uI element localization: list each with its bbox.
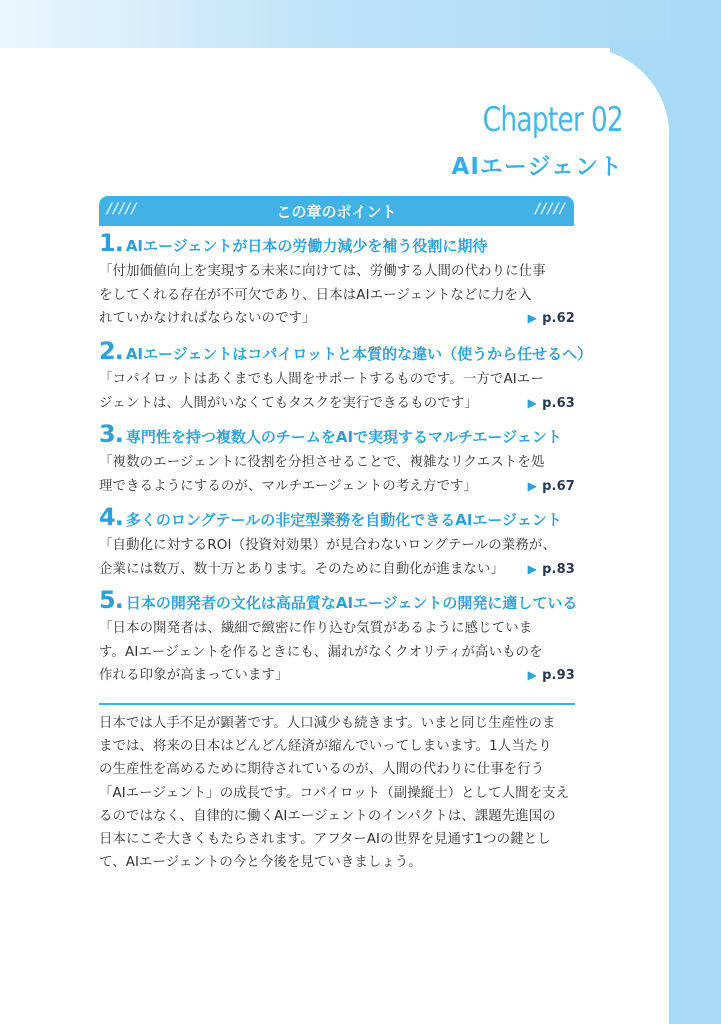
point-title: AIエージェントが日本の労働力減少を補う役割に期待 <box>125 237 488 255</box>
quote-line: ジェントは、人間がいなくてもタスクを実行できるものです」 <box>99 395 478 411</box>
points-header-title: この章のポイント <box>276 203 397 221</box>
page-number: p.93 <box>542 668 575 683</box>
page-number: p.67 <box>542 478 575 494</box>
triangle-right-icon: ▶ <box>527 668 538 682</box>
point-quote <box>99 534 575 581</box>
point-quote <box>99 260 575 331</box>
quote-line: 理できるようにするのが、マルチエージェントの考え方です」 <box>99 478 478 494</box>
quote-line: 「コパイロットはあくまでも人間をサポートするものです。一方でAIエー <box>99 372 544 387</box>
point-heading <box>99 229 575 257</box>
page-reference <box>522 392 575 416</box>
chapter-label: Chapter 02 <box>482 100 623 140</box>
triangle-right-icon: ▶ <box>527 561 538 576</box>
quote-line: 作れる印象が高まっています」 <box>99 668 289 683</box>
points-header <box>99 196 574 226</box>
stripe-decoration-left: ///// <box>107 201 138 217</box>
summary-line: 「AIエージェント」の成長です。コパイロット（副操縦士）として人間を支え <box>99 785 570 801</box>
point-quote <box>99 451 575 498</box>
triangle-right-icon: ▶ <box>527 311 538 325</box>
page-reference <box>522 475 575 499</box>
summary-line: て、AIエージェントの今と今後を見ていきましょう。 <box>99 855 422 871</box>
quote-line: をしてくれる存在が不可欠であり、日本はAIエージェントなどに力を入 <box>99 287 532 303</box>
point-title: AIエージェントはコパイロットと本質的な違い（使うから任せるへ） <box>125 345 593 363</box>
quote-line: す。AIエージェントを作るときにも、漏れがなくクオリティが高いものを <box>99 644 543 660</box>
point-quote <box>99 368 575 415</box>
point-item-5 <box>99 586 578 688</box>
point-title: 専門性を持つ複数人のチームをAIで実現するマルチエージェント <box>125 428 562 446</box>
quote-line: 「自動化に対するROI（投資対効果）が見合わないロングテールの業務が、 <box>99 538 557 553</box>
point-heading <box>99 420 575 448</box>
summary-line: 日本にこそ大きくもたらされます。アフターAIの世界を見通す1つの鍵とし <box>99 832 551 848</box>
point-title: 日本の開発者の文化は高品質なAIエージェントの開発に適している <box>125 594 578 612</box>
triangle-right-icon: ▶ <box>527 478 538 493</box>
point-number: 4. <box>99 503 123 531</box>
summary-line: るのではなく、自律的に働くAIエージェントのインパクトは、課題先進国の <box>99 808 556 824</box>
point-item-4 <box>99 503 575 581</box>
point-item-1 <box>99 229 575 331</box>
quote-line: れていかなければならないのです」 <box>99 311 316 326</box>
page-number: p.63 <box>542 395 575 411</box>
point-heading <box>99 586 578 614</box>
point-number: 5. <box>99 586 123 614</box>
summary-line: 日本では人手不足が顕著です。人口減少も続きます。いまと同じ生産性のま <box>99 716 556 731</box>
point-quote <box>99 617 575 688</box>
page-reference <box>522 307 575 331</box>
summary-paragraph <box>99 712 577 874</box>
point-item-3 <box>99 420 575 498</box>
triangle-right-icon: ▶ <box>527 395 538 410</box>
point-number: 1. <box>99 229 123 257</box>
page-reference <box>522 664 575 688</box>
quote-line: 「複数のエージェントに役割を分担させることで、複雑なリクエストを処 <box>99 455 545 470</box>
stripe-decoration-right: ///// <box>535 201 566 217</box>
page-reference <box>522 558 575 582</box>
point-heading <box>99 503 575 531</box>
page-number: p.62 <box>542 311 575 326</box>
point-item-2 <box>99 337 593 415</box>
summary-line: までは、将来の日本はどんどん経済が縮んでいってしまいます。1人当たり <box>99 739 552 755</box>
point-title: 多くのロングテールの非定型業務を自動化できるAIエージェント <box>125 511 562 529</box>
page-number: p.83 <box>542 561 575 577</box>
chapter-title: AIエージェント <box>451 154 623 180</box>
summary-line: の生産性を高めるために期待されているのが、人間の代わりに仕事を行う <box>99 762 545 778</box>
section-divider <box>99 703 575 705</box>
quote-line: 「日本の開発者は、繊細で緻密に作り込む気質があるように感じていま <box>99 621 533 636</box>
quote-line: 企業には数万、数十万とあります。そのために自動化が進まない」 <box>99 561 505 577</box>
point-number: 2. <box>99 337 123 365</box>
point-heading <box>99 337 593 365</box>
quote-line: 「付加価値向上を実現する未来に向けては、労働する人間の代わりに仕事 <box>99 264 546 279</box>
right-decorative-band <box>669 0 721 1024</box>
point-number: 3. <box>99 420 123 448</box>
